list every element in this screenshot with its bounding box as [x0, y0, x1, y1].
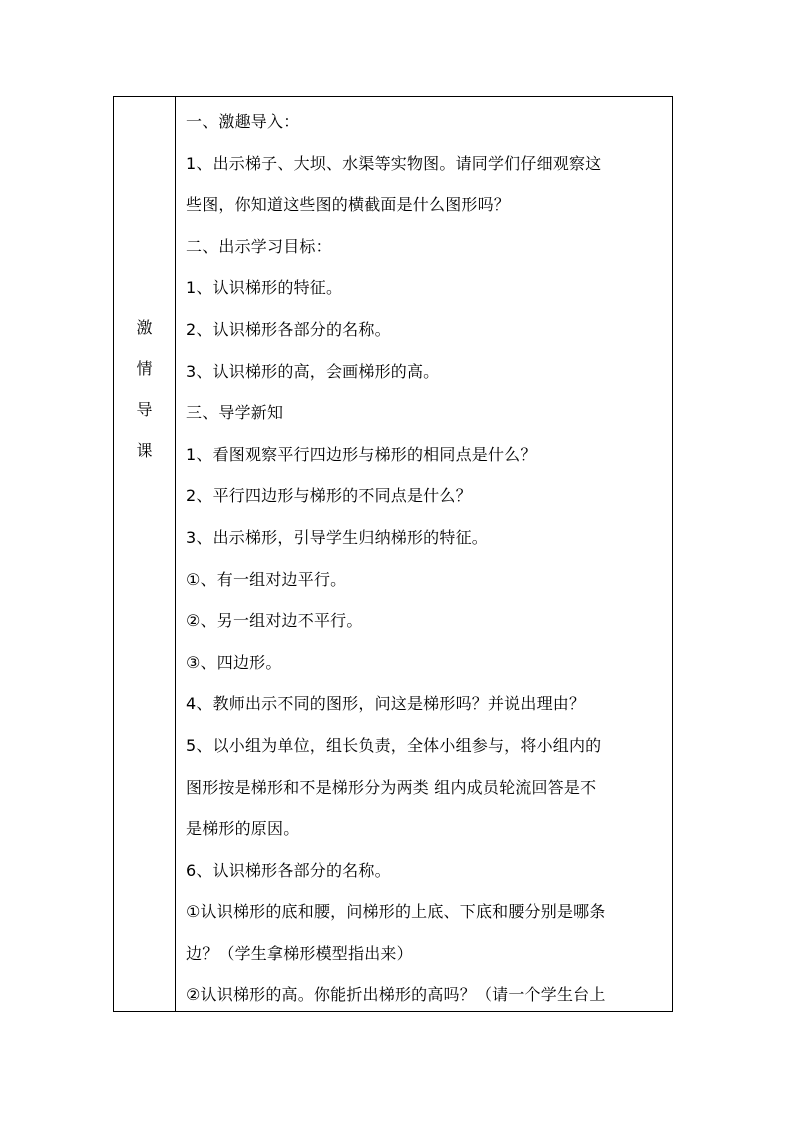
heading-new-knowledge: 三、导学新知 — [186, 403, 284, 423]
text-line: 1、出示梯子、大坝、水渠等实物图。请同学们仔细观察这 — [186, 153, 602, 173]
text-line: 2、认识梯形各部分的名称。 — [186, 319, 391, 339]
lesson-content — [186, 101, 666, 1011]
text-line: 是梯形的原因。 — [186, 819, 300, 839]
section-label-cell — [114, 97, 176, 1011]
text-line: 1、认识梯形的特征。 — [186, 278, 343, 298]
text-line: 3、认识梯形的高，会画梯形的高。 — [186, 361, 440, 381]
text-line: 2、平行四边形与梯形的不同点是什么？ — [186, 486, 472, 506]
heading-intro: 一、激趣导入： — [186, 112, 300, 131]
text-line: 些图，你知道这些图的横截面是什么图形吗？ — [186, 195, 511, 215]
section-label — [114, 307, 175, 471]
text-line: 1、看图观察平行四边形与梯形的相同点是什么？ — [186, 444, 537, 464]
section-label-char: 激 — [136, 318, 153, 337]
text-line: 4、教师出示不同的图形，问这是梯形吗？并说出理由？ — [186, 694, 586, 714]
text-line: 图形按是梯形和不是梯形分为两类 组内成员轮流回答是不 — [186, 777, 597, 797]
text-line: ②认识梯形的高。你能折出梯形的高吗？（请一个学生台上 — [186, 985, 606, 1005]
section-label-char: 导 — [136, 400, 153, 419]
text-line: 3、出示梯形，引导学生归纳梯形的特征。 — [186, 527, 488, 547]
lesson-content-cell — [176, 97, 672, 1011]
text-line: 5、以小组为单位，组长负责，全体小组参与，将小组内的 — [186, 735, 602, 755]
lesson-table — [113, 96, 673, 1012]
heading-goals: 二、出示学习目标： — [186, 236, 332, 256]
section-label-char: 情 — [136, 359, 153, 378]
text-line: ③、四边形。 — [186, 652, 282, 672]
text-line: ②、另一组对边不平行。 — [186, 611, 363, 631]
text-line: 6、认识梯形各部分的名称。 — [186, 860, 391, 880]
section-label-char: 课 — [136, 441, 153, 460]
text-line: ①认识梯形的底和腰，问梯形的上底、下底和腰分别是哪条 — [186, 902, 606, 922]
text-line: ①、有一组对边平行。 — [186, 569, 347, 589]
text-line: 边？（学生拿梯形模型指出来） — [186, 943, 413, 963]
